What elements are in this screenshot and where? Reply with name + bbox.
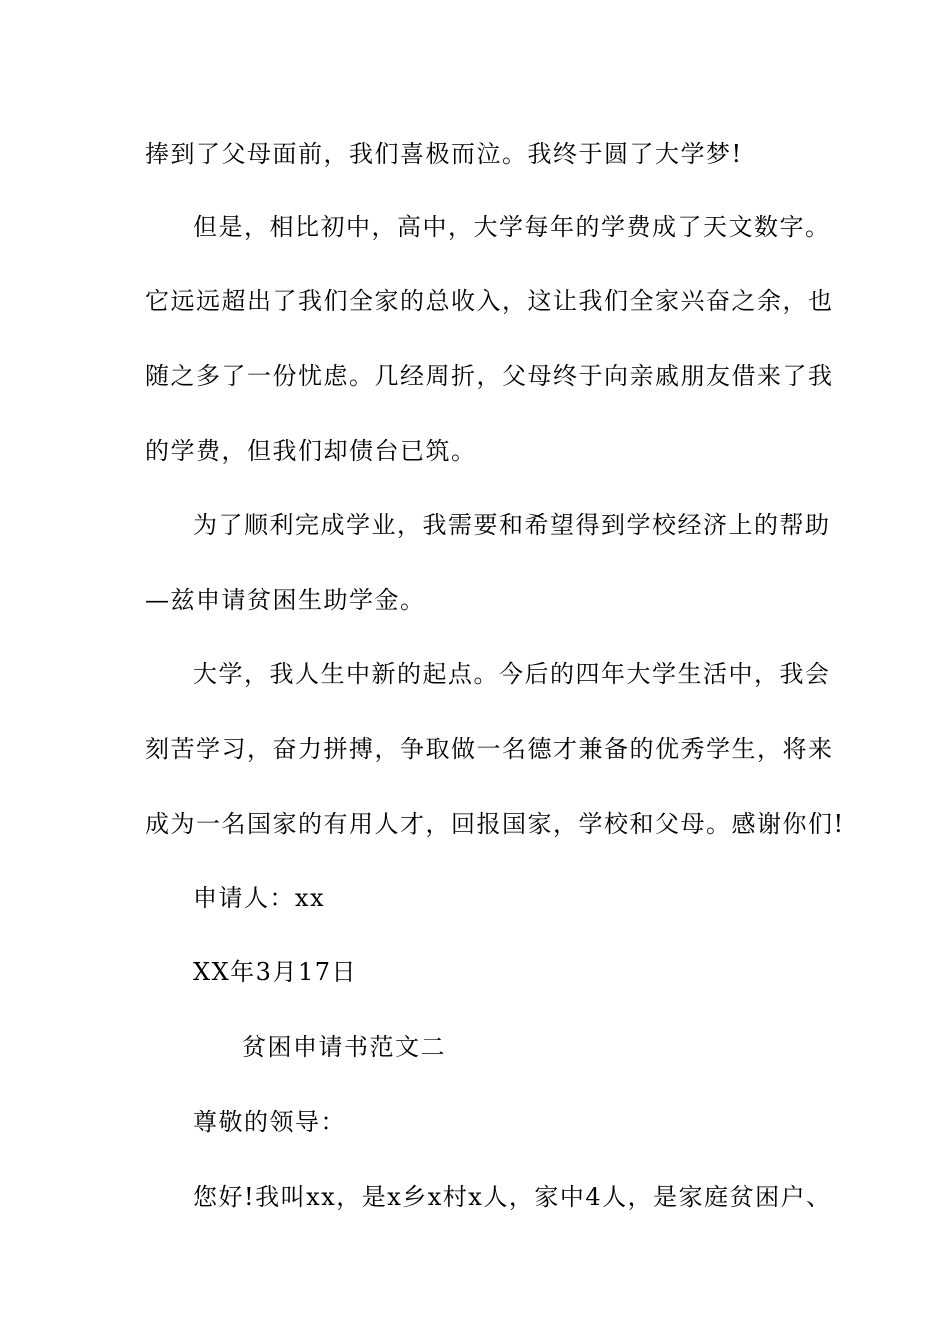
applicant-line: 申请人：xx bbox=[193, 884, 326, 912]
date-line: XX年3月17日 bbox=[193, 958, 357, 986]
text-line-4: 随之多了一份忧虑。几经周折，父母终于向亲戚朋友借来了我 bbox=[145, 362, 834, 390]
section-title: 贫困申请书范文二 bbox=[242, 1033, 446, 1061]
text-line-10: 成为一名国家的有用人才，回报国家，学校和父母。感谢你们! bbox=[145, 810, 845, 838]
text-line-5: 的学费，但我们却债台已筑。 bbox=[145, 437, 477, 465]
text-line-6: 为了顺利完成学业，我需要和希望得到学校经济上的帮助 bbox=[193, 511, 831, 539]
text-line-2: 但是，相比初中，高中，大学每年的学费成了天文数字。 bbox=[193, 213, 831, 241]
text-line-9: 刻苦学习，奋力拼搏，争取做一名德才兼备的优秀学生，将来 bbox=[145, 735, 834, 763]
text-line-8: 大学，我人生中新的起点。今后的四年大学生活中，我会 bbox=[193, 660, 831, 688]
text-line-15: 您好!我叫xx，是x乡x村x人，家中4人，是家庭贫困户、 bbox=[193, 1183, 832, 1211]
text-line-7: —兹申请贫困生助学金。 bbox=[145, 586, 426, 614]
salutation-line: 尊敬的领导： bbox=[193, 1108, 346, 1136]
text-line-3: 它远远超出了我们全家的总收入，这让我们全家兴奋之余，也 bbox=[145, 287, 834, 315]
text-line-1: 捧到了父母面前，我们喜极而泣。我终于圆了大学梦! bbox=[145, 140, 743, 168]
